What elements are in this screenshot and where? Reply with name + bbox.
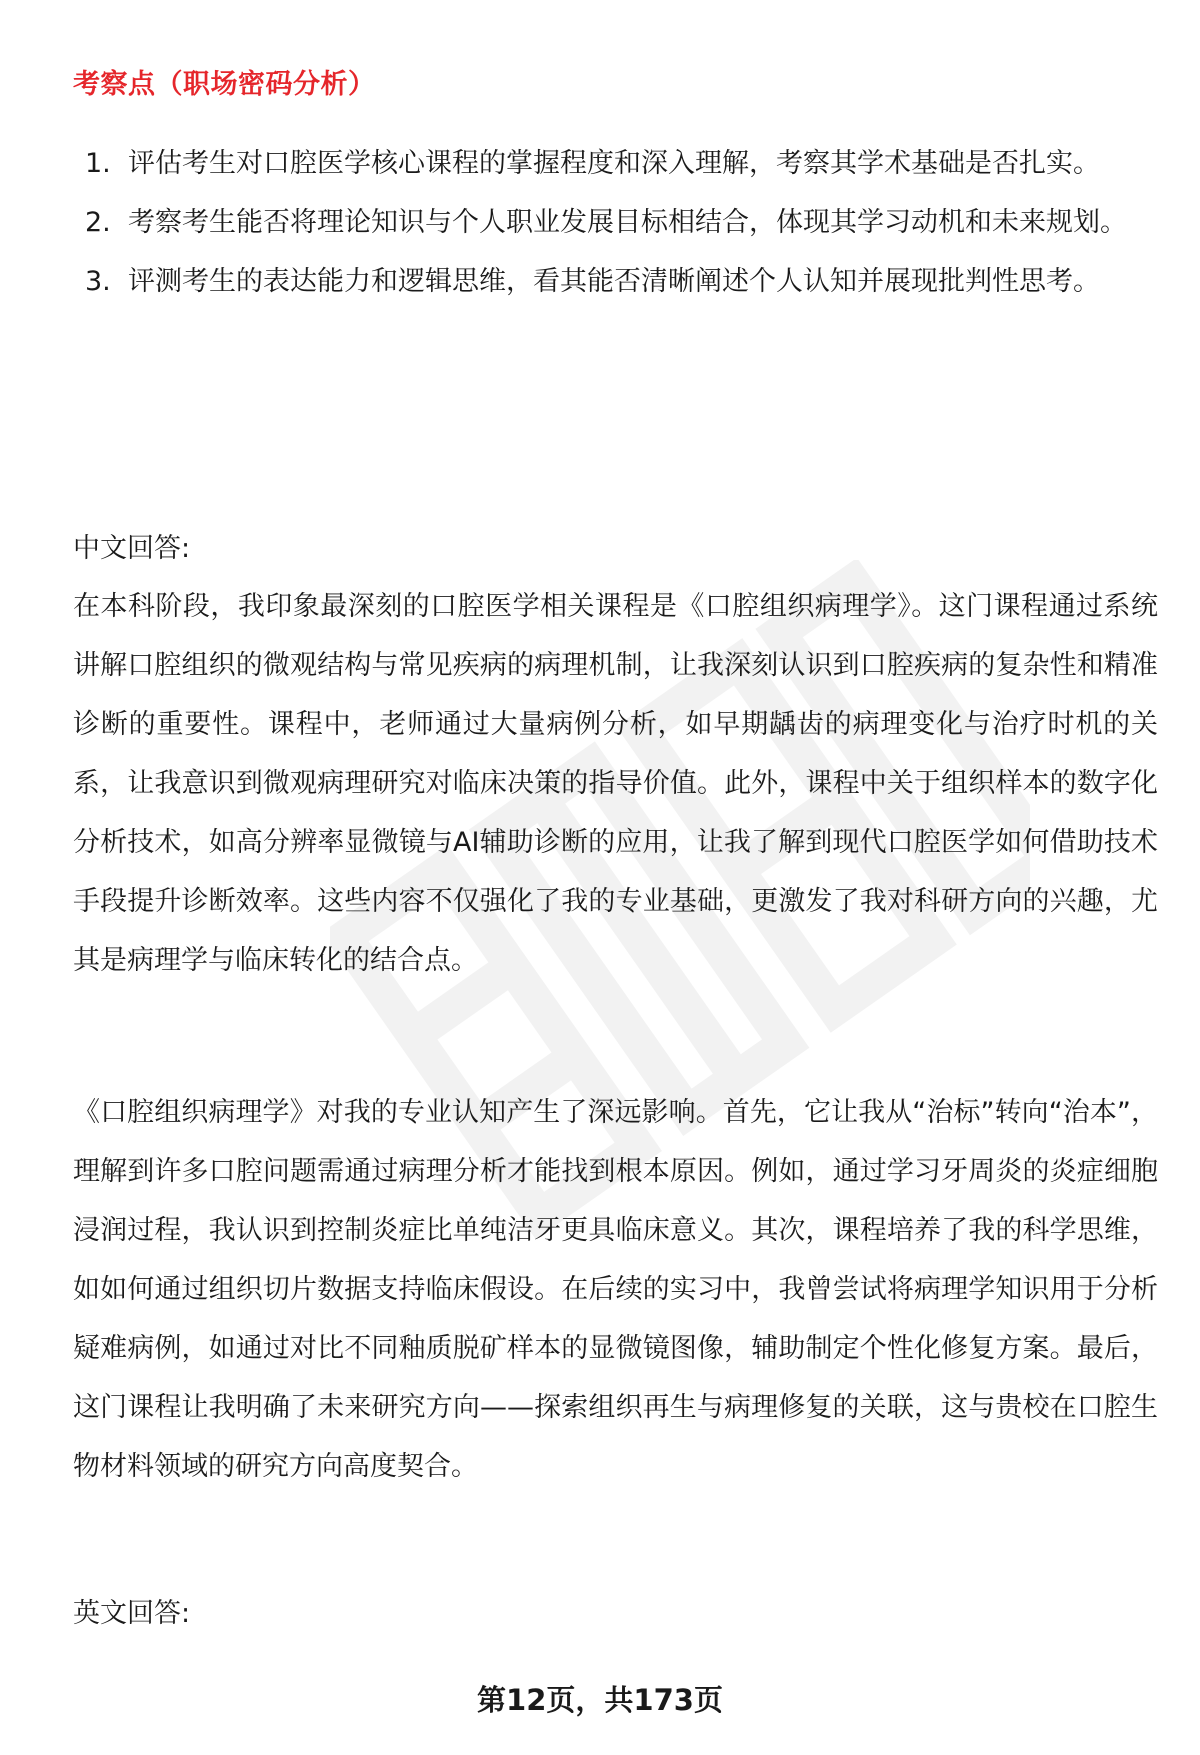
list-item-number: 2. xyxy=(85,207,111,238)
section-title: 考察点（职场密码分析） xyxy=(73,69,376,100)
assessment-points-list xyxy=(73,134,1153,311)
list-item xyxy=(73,193,1153,252)
list-item xyxy=(73,252,1153,311)
chinese-answer-paragraph-2: 《口腔组织病理学》对我的专业认知产生了深远影响。首先，它让我从“治标”转向“治本”，理解到许多口腔问题需通过病理分析才能找到根本原因。例如，通过学习牙周炎的炎症细胞浸润过程，我认识到控制炎症比单纯洁牙更具临床意义。其次，课程培养了我的科学思维，如如何通过组织切片数据支持临床假设。在后续的实习中，我曾尝试将病理学知识用于分析疑难病例，如通过对比不同釉质脱矿样本的显微镜图像，辅助制定个性化修复方案。最后，这门课程让我明确了未来研究方向——探索组织再生与病理修复的关联，这与贵校在口腔生物材料领域的研究方向高度契合。 xyxy=(73,1097,1158,1482)
chinese-answer-label: 中文回答: xyxy=(73,533,191,564)
list-item-number: 3. xyxy=(85,266,111,297)
list-item-text: 考察考生能否将理论知识与个人职业发展目标相结合，体现其学习动机和未来规划。 xyxy=(128,207,1127,238)
chinese-answer-paragraph-1: 在本科阶段，我印象最深刻的口腔医学相关课程是《口腔组织病理学》。这门课程通过系统讲解口腔组织的微观结构与常见疾病的病理机制，让我深刻认识到口腔疾病的复杂性和精准诊断的重要性。课程中，老师通过大量病例分析，如早期龋齿的病理变化与治疗时机的关系，让我意识到微观病理研究对临床决策的指导价值。此外，课程中关于组织样本的数字化分析技术，如高分辨率显微镜与AI辅助诊断的应用，让我了解到现代口腔医学如何借助技术手段提升诊断效率。这些内容不仅强化了我的专业基础，更激发了我对科研方向的兴趣，尤其是病理学与临床转化的结合点。 xyxy=(73,591,1158,976)
list-item-text: 评估考生对口腔医学核心课程的掌握程度和深入理解，考察其学术基础是否扎实。 xyxy=(128,148,1100,179)
list-item-number: 1. xyxy=(85,148,111,179)
list-item xyxy=(73,134,1153,193)
english-answer-label: 英文回答: xyxy=(73,1598,191,1629)
page-number-footer: 第12页，共173页 xyxy=(477,1683,723,1717)
list-item-text: 评测考生的表达能力和逻辑思维，看其能否清晰阐述个人认知并展现批判性思考。 xyxy=(128,266,1100,297)
